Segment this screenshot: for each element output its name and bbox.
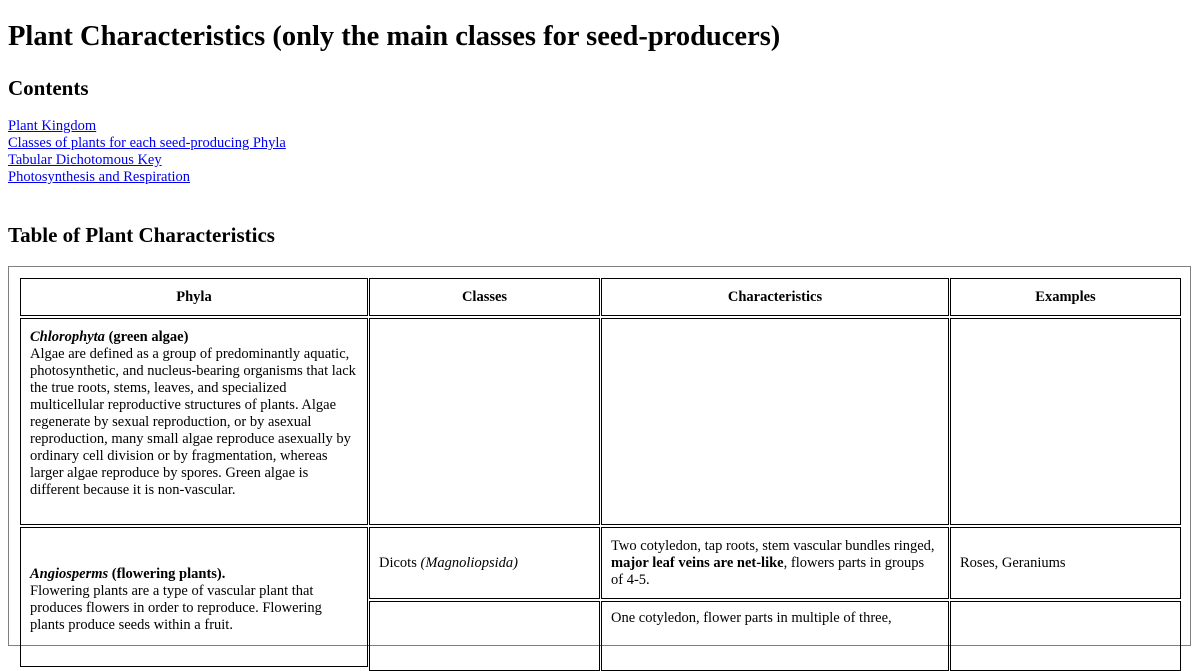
toc-link-dichotomous-key[interactable]: Tabular Dichotomous Key (8, 152, 162, 168)
cell-class-monocots (369, 601, 600, 671)
phyla-description: Flowering plants are a type of vascular plant that produces flowers in order to reproduce. Flowering plants produce seeds within a fruit. (30, 583, 322, 633)
contents-list (8, 118, 286, 186)
page-title: Plant Characteristics (only the main classes for seed-producers) (8, 21, 781, 52)
phyla-common-name: (green algae) (104, 329, 189, 345)
cell-phyla-chlorophyta (20, 318, 368, 525)
characteristics-table (8, 266, 1191, 646)
cell-characteristics-monocots (601, 601, 949, 671)
char-text: Two cotyledon, tap roots, stem vascular bundles ringed, (611, 537, 935, 554)
examples-text: Roses, Geraniums (960, 554, 1066, 571)
header-classes: Classes (369, 278, 600, 316)
class-name: Dicots (379, 554, 421, 571)
toc-link-photosynthesis[interactable]: Photosynthesis and Respiration (8, 169, 191, 185)
header-examples: Examples (950, 278, 1181, 316)
table-heading: Table of Plant Characteristics (8, 223, 275, 247)
phyla-name: Angiosperms (30, 566, 109, 582)
header-phyla: Phyla (20, 278, 368, 316)
contents-heading: Contents (8, 76, 89, 100)
cell-examples-empty (950, 318, 1181, 525)
char-text: , flowers parts in groups of 4-5. (611, 554, 925, 588)
toc-link-plant-kingdom[interactable]: Plant Kingdom (8, 118, 97, 134)
cell-examples-monocots (950, 601, 1181, 671)
cell-characteristics-dicots (601, 527, 949, 599)
cell-examples-dicots (950, 527, 1181, 599)
class-latin-name: (Magnoliopsida) (420, 554, 518, 571)
header-characteristics: Characteristics (601, 278, 949, 316)
phyla-description: Algae are defined as a group of predominantly aquatic, photosynthetic, and nucleus-bearing organisms that lack the true roots, stems, leaves, and specialized multicellular reproductive structures of plants. Algae regenerate by sexual reproduction, or by asexual reproduction, many small algae reproduce asexually by ordinary cell division or by fragmentation, whereas larger algae reproduce by spores. Green algae is different because it is non-vascular. (30, 346, 356, 498)
cell-class-dicots (369, 527, 600, 599)
toc-link-classes[interactable]: Classes of plants for each seed-producing Phyla (8, 135, 286, 151)
char-text-bold: major leaf veins are net-like (611, 554, 784, 571)
cell-phyla-angiosperms (20, 527, 368, 667)
phyla-common-name: (flowering plants). (108, 566, 226, 582)
cell-characteristics-empty (601, 318, 949, 525)
char-text: One cotyledon, flower parts in multiple of three, (611, 610, 892, 626)
phyla-name: Chlorophyta (30, 329, 105, 345)
cell-classes-empty (369, 318, 600, 525)
